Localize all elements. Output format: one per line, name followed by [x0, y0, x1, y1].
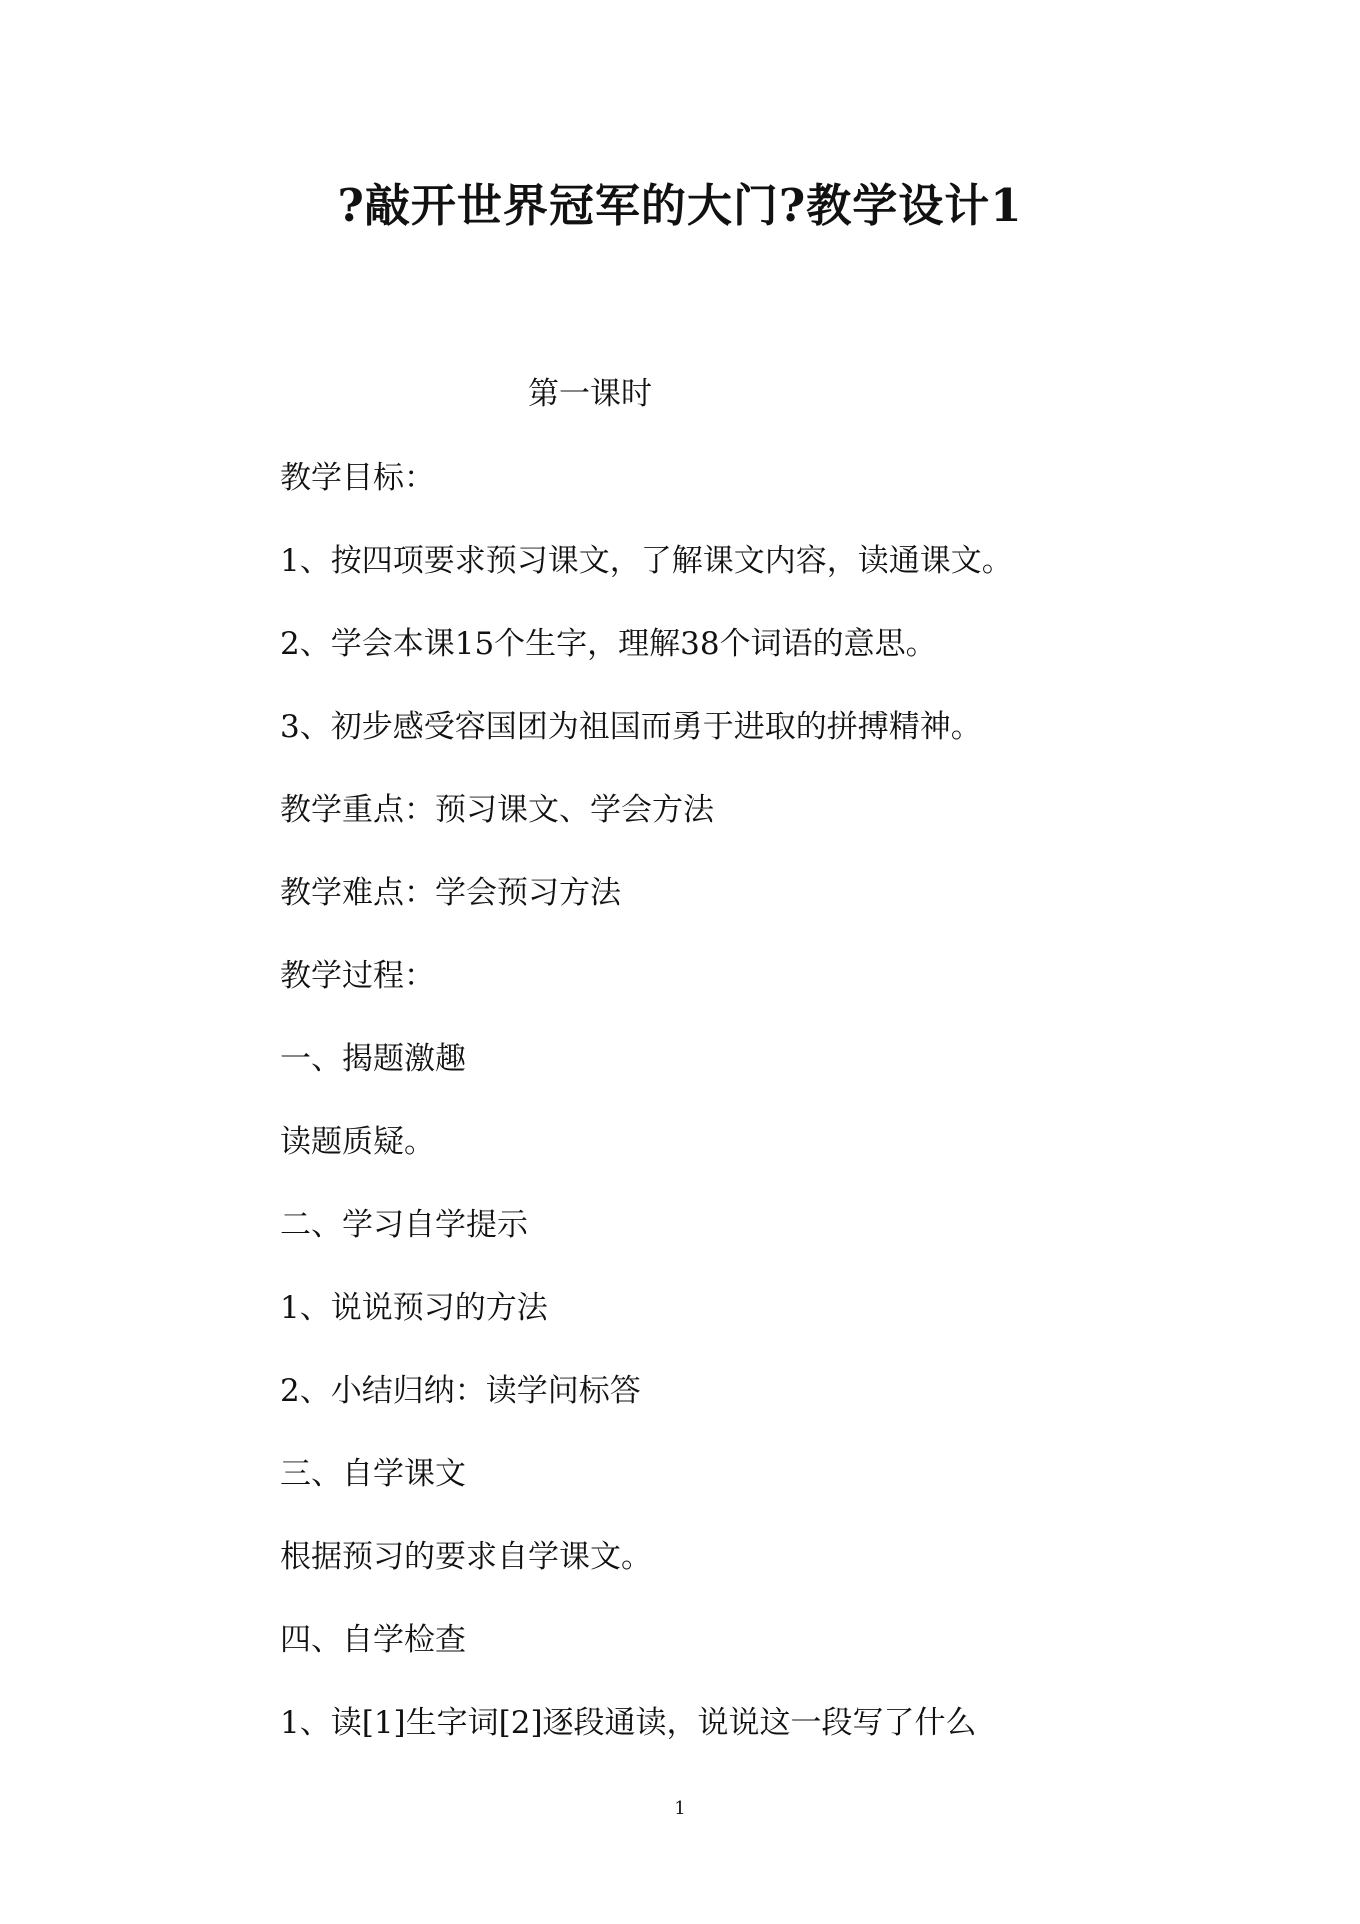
paragraph-line: 根据预习的要求自学课文。 [280, 1539, 652, 1575]
teaching-goals-heading: 教学目标： [280, 460, 435, 496]
section-heading-2: 二、学习自学提示 [280, 1207, 528, 1243]
list-item: 1、说说预习的方法 [280, 1290, 548, 1326]
teaching-process-heading: 教学过程： [280, 958, 435, 994]
list-item: 2、小结归纳：读学问标答 [280, 1373, 641, 1409]
teaching-difficulty: 教学难点：学会预习方法 [280, 875, 621, 911]
goal-item-2: 2、学会本课15个生字，理解38个词语的意思。 [280, 626, 937, 662]
teaching-focus: 教学重点：预习课文、学会方法 [280, 792, 714, 828]
document-title: ?敲开世界冠军的大门?教学设计1 [337, 179, 1023, 232]
goal-item-1: 1、按四项要求预习课文，了解课文内容，读通课文。 [280, 543, 1013, 579]
section-heading-3: 三、自学课文 [280, 1456, 466, 1492]
list-item: 1、读[1]生字词[2]逐段通读，说说这一段写了什么 [280, 1705, 977, 1741]
section-heading-1: 一、揭题激趣 [280, 1041, 466, 1077]
section-heading-4: 四、自学检查 [280, 1622, 466, 1658]
goal-item-3: 3、初步感受容国团为祖国而勇于进取的拼搏精神。 [280, 709, 982, 745]
paragraph-line: 读题质疑。 [280, 1124, 435, 1160]
page-number: 1 [674, 1798, 686, 1819]
lesson-period-heading: 第一课时 [528, 376, 652, 412]
